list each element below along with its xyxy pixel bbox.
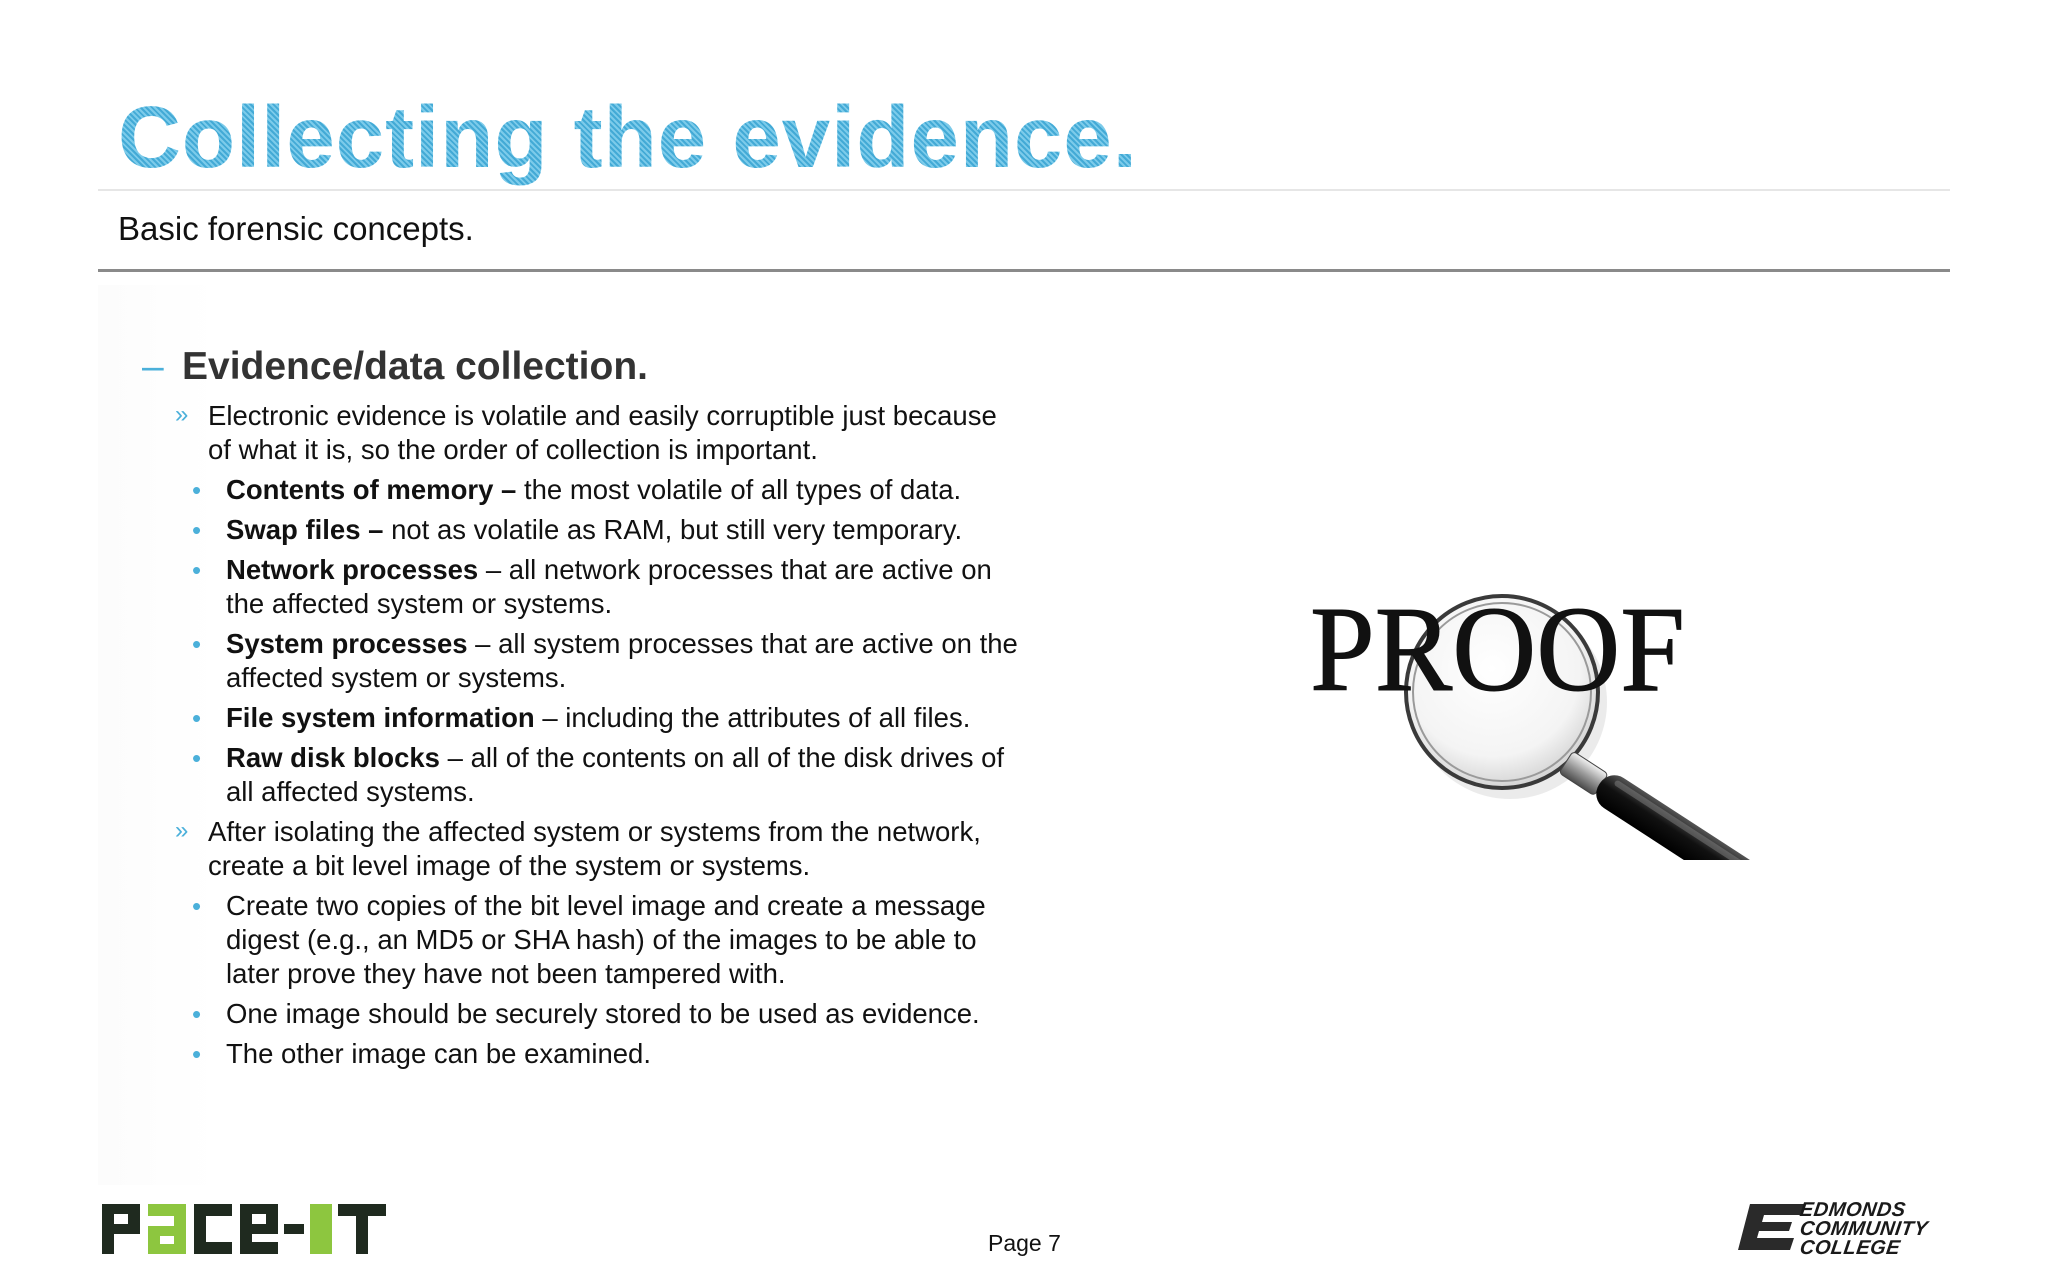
order-item-text: all of the contents on all of the disk drives of all affected systems.: [226, 742, 1005, 807]
magnifying-glass-icon: [1310, 582, 1809, 860]
pace-it-logo: [100, 1196, 390, 1260]
order-item-separator: –: [478, 554, 509, 585]
bullet-isolation: [175, 815, 1022, 883]
chevron-bullet-icon: »: [175, 817, 189, 844]
order-item-separator: –: [493, 474, 524, 505]
dot-bullet-icon: •: [192, 743, 202, 773]
dot-bullet-icon: •: [192, 475, 202, 505]
dot-bullet-icon: •: [192, 891, 202, 921]
order-item-term: Contents of memory: [226, 474, 494, 505]
order-item-term: Network processes: [226, 554, 479, 585]
title-divider: [98, 189, 1950, 191]
college-line-3: COLLEGE: [1798, 1237, 1902, 1259]
image-item-examined: [192, 1037, 1022, 1071]
order-item-separator: –: [360, 514, 392, 545]
order-item-filesystem: [192, 701, 1022, 735]
image-item-text: One image should be securely stored to be used as evidence.: [226, 998, 980, 1029]
order-item-text: including the attributes of all files.: [565, 702, 971, 733]
order-item-term: System processes: [226, 628, 468, 659]
dot-bullet-icon: •: [192, 555, 202, 585]
order-item-text: not as volatile as RAM, but still very temporary.: [391, 514, 963, 545]
order-item-text: all network processes that are active on the affected system or systems.: [226, 554, 992, 619]
pace-it-logo-icon: [102, 1204, 386, 1254]
order-item-swap: [192, 513, 1022, 547]
proof-word: PROOF: [1310, 582, 1685, 717]
slide-subtitle: Basic forensic concepts.: [118, 210, 474, 247]
page-number: Page 7: [988, 1230, 1061, 1256]
dot-bullet-icon: •: [192, 629, 202, 659]
dash-bullet-icon: –: [142, 345, 164, 388]
college-emblem-icon: [1738, 1204, 1804, 1254]
image-item-text: Create two copies of the bit level image and create a message digest (e.g., an MD5 or SHA hash) of the images to be able to later prove they have not been tampered with.: [226, 890, 986, 989]
order-item-text: all system processes that are active on the affected system or systems.: [226, 628, 1018, 693]
chevron-bullet-icon: »: [175, 401, 189, 428]
slide-title: Collecting the evidence.: [118, 89, 1138, 186]
order-item-term: Swap files: [226, 514, 361, 545]
college-line-1: EDMONDS: [1798, 1199, 1908, 1221]
order-item-term: File system information: [226, 702, 535, 733]
order-item-disk: [192, 741, 1022, 809]
order-item-system: [192, 627, 1022, 695]
order-item-separator: –: [439, 742, 471, 773]
slide-content: [142, 345, 1022, 1071]
proof-magnifier-image: [1270, 500, 1810, 860]
dot-bullet-icon: •: [192, 999, 202, 1029]
image-item-text: The other image can be examined.: [226, 1038, 651, 1069]
order-item-term: Raw disk blocks: [226, 742, 440, 773]
dot-bullet-icon: •: [192, 515, 202, 545]
edmonds-college-logo: [1738, 1198, 1958, 1260]
dot-bullet-icon: •: [192, 703, 202, 733]
order-item-network: [192, 553, 1022, 621]
order-item-text: the most volatile of all types of data.: [523, 474, 962, 505]
order-item-separator: –: [467, 628, 499, 659]
order-item-separator: –: [534, 702, 566, 733]
subtitle-divider: [98, 269, 1950, 272]
bullet-intro: [175, 399, 1022, 467]
bullet-intro-text: Electronic evidence is volatile and easily corruptible just because of what it is, so the order of collection is important.: [208, 400, 997, 465]
section-heading-text: Evidence/data collection.: [182, 345, 648, 388]
image-item-stored: [192, 997, 1022, 1031]
bullet-isolation-text: After isolating the affected system or systems from the network, create a bit level image of the system or systems.: [208, 816, 981, 881]
order-item-memory: [192, 473, 1022, 507]
section-heading: [142, 345, 1022, 389]
image-item-copies: [192, 889, 1022, 991]
dot-bullet-icon: •: [192, 1039, 202, 1069]
college-line-2: COMMUNITY: [1798, 1218, 1930, 1240]
